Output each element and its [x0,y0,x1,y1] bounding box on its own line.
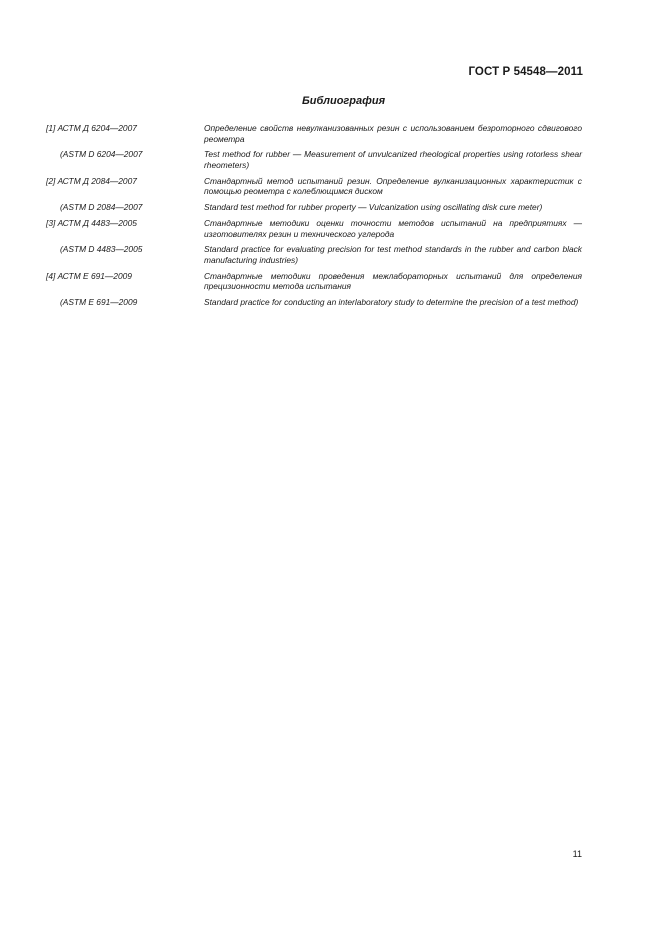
entry-description: Стандартные методики оценки точности методов испытаний на предприятиях — изготовителях резин и технического углерода [204,217,582,239]
entry-reference: (ASTM D 2084—2007 [60,202,143,213]
bibliography-entry [46,244,582,265]
bibliography-entry [46,123,582,144]
entry-description: Standard practice for evaluating precision for test method standards in the rubber and carbon black manufacturing industries) [204,244,582,265]
bibliography-list [46,123,582,313]
bibliography-entry [46,202,582,213]
entry-reference: (ASTM D 6204—2007 [60,149,143,160]
entry-description: Standard test method for rubber property — Vulcanization using oscillating disk cure meter) [204,202,543,213]
entry-description: Стандартный метод испытаний резин. Определение вулканизационных характеристик с помощью реометра с колеблющимся диском [204,175,582,197]
page-number: 11 [572,849,582,859]
bibliography-entry [46,176,582,197]
entry-reference: (ASTM D 4483—2005 [60,244,143,255]
entry-reference: [4] АСТМ Е 691—2009 [46,270,132,281]
bibliography-entry [46,297,582,308]
entry-reference: [3] АСТМ Д 4483—2005 [46,217,137,228]
entry-description: Standard practice for conducting an interlaboratory study to determine the precision of a test method) [204,297,579,308]
entry-reference: [1] АСТМ Д 6204—2007 [46,123,137,133]
bibliography-entry [46,218,582,239]
bibliography-title: Библиография [301,95,386,107]
entry-description: Определение свойств невулканизованных резин с использованием безроторного сдвигового реометра [204,123,582,144]
entry-description: Test method for rubber — Measurement of unvulcanized rheological properties using rotorless shear rheometers) [204,149,582,170]
entry-reference: [2] АСТМ Д 2084—2007 [46,175,137,186]
bibliography-entry [46,271,582,292]
bibliography-entry [46,149,582,170]
document-code: ГОСТ Р 54548—2011 [468,66,583,78]
entry-description: Стандартные методики проведения межлабораторных испытаний для определения прецизионности метода испытания [204,270,582,292]
entry-reference: (ASTM E 691—2009 [60,297,138,308]
